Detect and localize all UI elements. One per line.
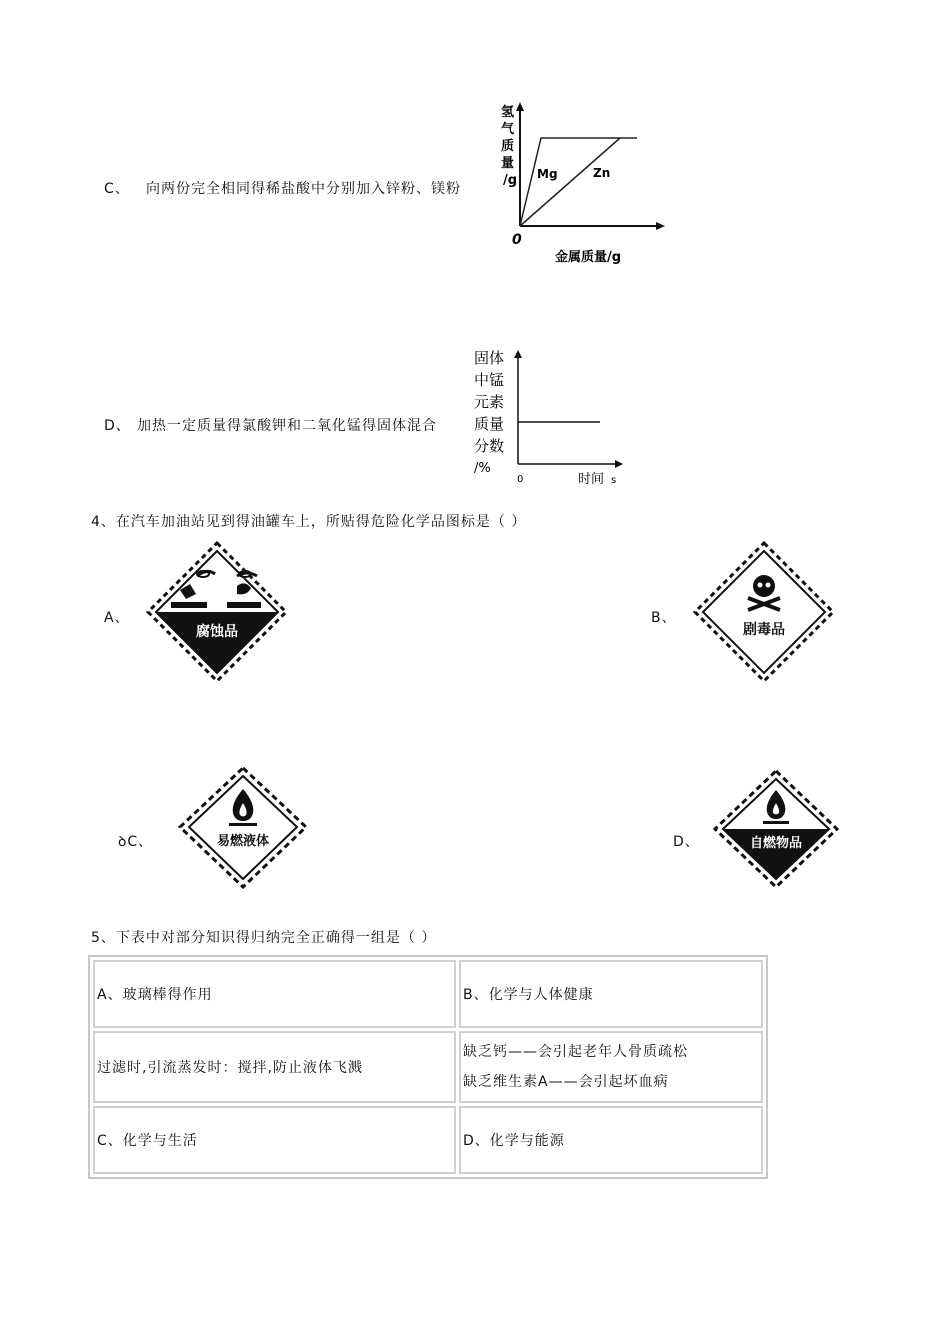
y-label-char: 中锰	[474, 371, 505, 389]
x-axis-arrow	[615, 460, 623, 468]
y-label-char: 质	[501, 139, 515, 154]
mg-label: Mg	[537, 167, 558, 181]
y-label-char: /%	[474, 461, 491, 476]
y-label-char: 质量	[474, 415, 505, 433]
sign-label: 剧毒品	[743, 622, 785, 638]
q4-option-c-label: ꝺC、	[118, 834, 154, 850]
y-label-char: 元素	[474, 393, 505, 411]
sign-label: 易燃液体	[216, 834, 270, 849]
hydrogen-mass-graph	[495, 98, 670, 273]
question-4: 4、在汽车加油站见到得油罐车上，所贴得危险化学品图标是（ ）	[91, 514, 527, 530]
x-axis-label: 时间	[578, 472, 605, 487]
knowledge-table	[88, 955, 768, 1179]
y-label-char: 量	[501, 156, 515, 171]
option-c-label: C、	[104, 181, 130, 197]
y-label-char: 固体	[474, 349, 505, 367]
sign-label: 腐蚀品	[196, 624, 238, 640]
x-axis-arrow	[656, 222, 665, 230]
cell-b-line-1: 缺乏钙——会引起老年人骨质疏松	[463, 1044, 688, 1060]
x-axis-label: 金属质量/g	[555, 250, 622, 265]
cell-b-body	[459, 1031, 763, 1103]
question-5: 5、下表中对部分知识得归纳完全正确得一组是（ ）	[91, 930, 437, 946]
cell-b-head: B、化学与人体健康	[459, 960, 763, 1028]
zn-label: Zn	[593, 166, 611, 180]
y-axis-arrow	[514, 350, 522, 358]
q4-option-a-label: A、	[104, 610, 130, 626]
cell-a-head: A、玻璃棒得作用	[93, 960, 456, 1028]
cell-a-body: 过滤时,引流蒸发时：搅拌,防止液体飞溅	[93, 1031, 456, 1103]
q4-option-d-label: D、	[673, 834, 700, 850]
y-label-char: /g	[503, 173, 518, 188]
cell-c-head: C、化学与生活	[93, 1106, 456, 1174]
y-label-char: 氢	[501, 105, 515, 120]
y-label-char: 分数	[474, 437, 505, 455]
option-c-text: 向两份完全相同得稀盐酸中分别加入锌粉、镁粉	[146, 181, 461, 197]
zn-line	[520, 138, 620, 226]
q4-option-b-label: B、	[651, 610, 677, 626]
option-d-text: 加热一定质量得氯酸钾和二氧化锰得固体混合	[137, 418, 437, 434]
toxic-sign	[692, 540, 837, 685]
origin-label: 0	[512, 232, 522, 248]
cell-b-line-2: 缺乏维生素A——会引起坏血病	[463, 1074, 669, 1090]
y-label-char: 气	[501, 122, 515, 137]
cell-d-head: D、化学与能源	[459, 1106, 763, 1174]
flammable-liquid-sign	[176, 765, 311, 890]
origin-label: 0	[517, 474, 524, 485]
option-d-label: D、	[104, 418, 131, 434]
sign-label: 自燃物品	[749, 836, 803, 851]
mg-line	[520, 138, 637, 226]
corrosive-sign	[145, 540, 290, 685]
y-axis-arrow	[516, 102, 524, 111]
spontaneous-combustion-sign	[712, 768, 840, 890]
manganese-fraction-graph	[470, 345, 630, 490]
x-axis-unit: s	[611, 475, 617, 486]
